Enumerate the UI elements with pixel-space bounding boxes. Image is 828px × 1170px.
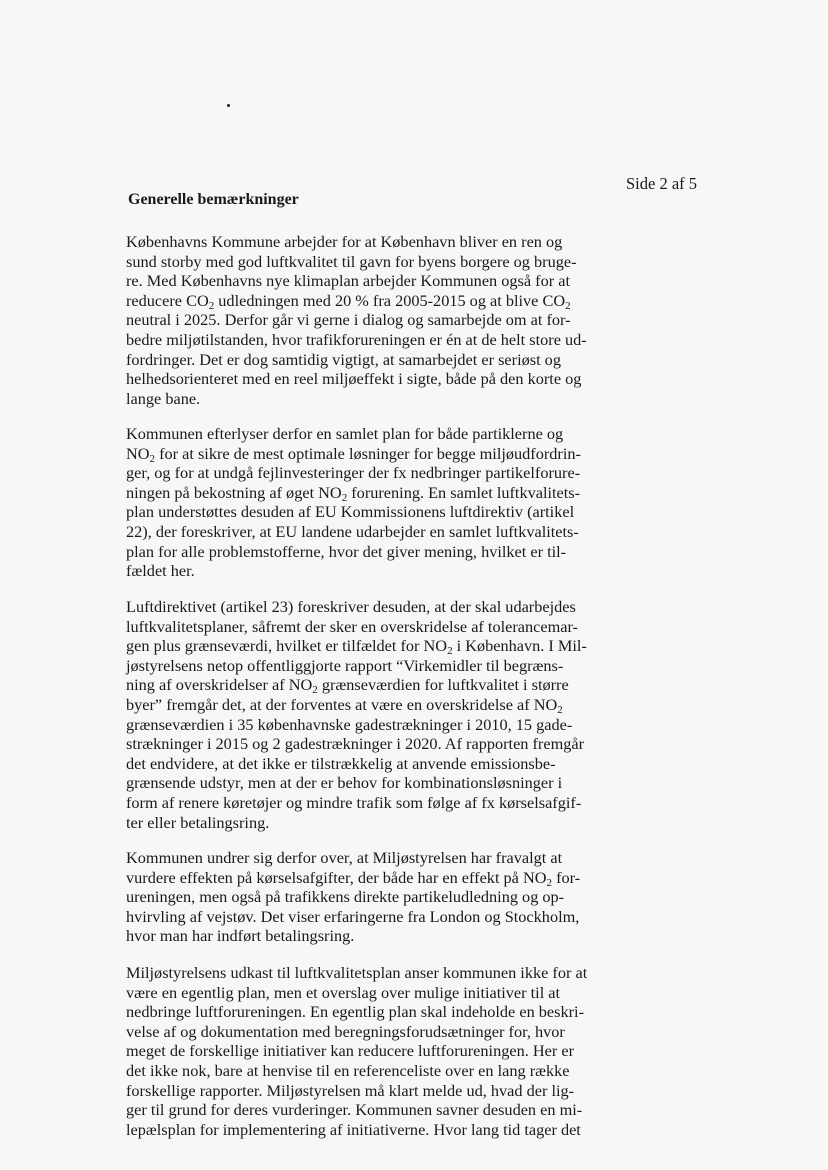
text-line: luftkvalitetsplaner, såfremt der sker en overskridelse af tolerancemar- [126, 616, 578, 636]
text-line: helhedsorienteret med en reel miljøeffekt i sigte, både på den korte og [126, 369, 582, 389]
page-number: Side 2 af 5 [626, 174, 698, 193]
text-line: neutral i 2025. Derfor går vi gerne i dialog og samarbejde om at for- [126, 310, 571, 330]
paragraph-5 [126, 963, 596, 1139]
text-line: ter eller betalingsring. [126, 812, 270, 832]
text-line: grænseværdien i 35 københavnske gadestrækninger i 2010, 15 gade- [126, 714, 573, 734]
text-line: strækninger i 2015 og 2 gadestrækninger i 2020. Af rapporten fremgår [126, 734, 585, 754]
text-line: forskellige rapporter. Miljøstyrelsen må klart melde ud, hvad der lig- [126, 1080, 575, 1100]
paragraph-1 [126, 232, 596, 408]
text-line: Kommunen undrer sig derfor over, at Miljøstyrelsen har fravalgt at [126, 848, 563, 867]
text-line: ger, og for at undgå fejlinvesteringer der fx nedbringer partikelforure- [126, 463, 581, 483]
text-line: Københavns Kommune arbejder for at København bliver en ren og [126, 232, 563, 251]
text-line: grænsende udstyr, men at der er behov for kombinationsløsninger i [126, 773, 563, 793]
text-line: lepælsplan for implementering af initiativerne. Hvor lang tid tager det [126, 1119, 581, 1139]
paragraph-3 [126, 597, 596, 832]
text-line: nedbringe luftforureningen. En egentlig plan skal indeholde en beskri- [126, 1002, 584, 1022]
section-heading: Generelle bemærkninger [128, 191, 299, 208]
text-line: sund storby med god luftkvalitet til gavn for byens borgere og bruge- [126, 251, 577, 271]
text-line: byer” fremgår det, at der forventes at være en overskridelse af $NO_2$ [126, 694, 563, 716]
text-line: det endvidere, at det ikke er tilstrækkelig at anvende emissionsbe- [126, 753, 556, 773]
text-line: lange bane. [126, 388, 201, 408]
text-line: meget de forskellige initiativer kan reducere luftforureningen. Her er [126, 1041, 574, 1061]
text-line: $NO_2$ for at sikre de mest optimale løsninger for begge miljøudfordrin- [126, 443, 581, 465]
text-line: gen plus grænseværdi, hvilket er tilfældet for $NO_2$ i København. I Mil- [126, 636, 587, 658]
text-line: hvirvling af vejstøv. Det viser erfaringerne fra London og Stockholm, [126, 906, 580, 926]
text-line: reducere $CO_2$ udledningen med 20 % fra 2005-2015 og at blive $CO_2$ [126, 290, 571, 312]
text-line: vurdere effekten på kørselsafgifter, der både har en effekt på $NO_2$ for- [126, 867, 581, 889]
paragraph-2 [126, 424, 596, 581]
text-line: fordringer. Det er dog samtidig vigtigt, at samarbejdet er seriøst og [126, 349, 561, 369]
text-line: bedre miljøtilstanden, hvor trafikforureningen er én at de helt store ud- [126, 329, 587, 349]
text-line: ureningen, men også på trafikkens direkte partikeludledning og op- [126, 887, 565, 907]
stray-dot-mark [227, 104, 230, 107]
text-line: være en egentlig plan, men et overslag over mulige initiativer til at [126, 982, 561, 1002]
text-line: jøstyrelsens netop offentliggjorte rapport “Virkemidler til begræns- [126, 655, 564, 675]
text-line: velse af og dokumentation med beregningsforudsætninger for, hvor [126, 1021, 565, 1041]
paragraph-4 [126, 848, 596, 946]
text-line: det ikke nok, bare at henvise til en referenceliste over en lang række [126, 1060, 570, 1080]
text-line: ning af overskridelser af $NO_2$ grænseværdien for luftkvalitet i større [126, 675, 569, 697]
text-line: form af renere køretøjer og mindre trafik som følge af fx kørselsafgif- [126, 792, 582, 812]
text-line: ger til grund for deres vurderinger. Kommunen savner desuden en mi- [126, 1100, 583, 1120]
text-line: Luftdirektivet (artikel 23) foreskriver desuden, at der skal udarbejdes [126, 597, 576, 616]
text-line: plan for alle problemstofferne, hvor det giver mening, hvilket er til- [126, 541, 567, 561]
text-line: re. Med Københavns nye klimaplan arbejder Kommunen også for at [126, 271, 570, 291]
text-line: hvor man har indført betalingsring. [126, 926, 355, 946]
text-line: Miljøstyrelsens udkast til luftkvalitetsplan anser kommunen ikke for at [126, 963, 588, 982]
text-line: Kommunen efterlyser derfor en samlet plan for både partiklerne og [126, 424, 564, 443]
text-line: ningen på bekostning af øget $NO_2$ forurening. En samlet luftkvalitets- [126, 482, 581, 504]
text-line: 22), der foreskriver, at EU landene udarbejder en samlet luftkvalitets- [126, 521, 579, 541]
text-line: fældet her. [126, 561, 195, 581]
text-line: plan understøttes desuden af EU Kommissionens luftdirektiv (artikel [126, 502, 575, 522]
